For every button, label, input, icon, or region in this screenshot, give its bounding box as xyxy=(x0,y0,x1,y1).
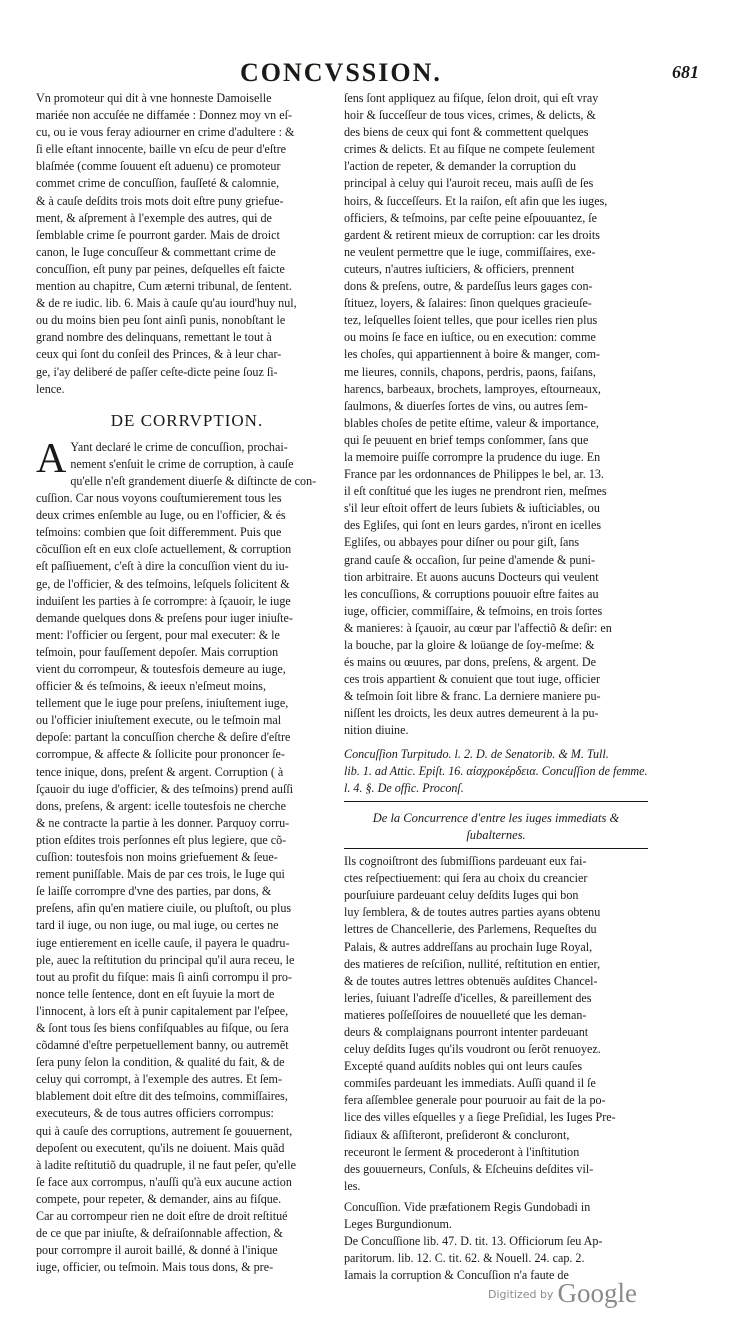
text-line: & ne contracte la partie à les donner. Parquoy corru- xyxy=(36,815,290,830)
text-line: Egliſes, ou abbayes pour diſner ou pour giſt, ſans xyxy=(344,535,580,550)
text-line: cuteurs, n'autres iuſticiers, & officiers, prennent xyxy=(344,261,575,276)
text-line: nement s'enſuit le crime de corruption, à cauſe xyxy=(70,456,294,471)
text-line: deurs & complaignans pourront intenter pardeuant xyxy=(344,1024,589,1039)
text-line: pourſuiure pardeuant celuy deſdits Iuges qui bon xyxy=(344,888,579,903)
text-line: de ce que par iniuſte, & deſraiſonnable affection, & xyxy=(36,1226,283,1241)
title-line: ſubalternes. xyxy=(466,827,526,842)
text-line: deux crimes enſemble au Iuge, ou en l'officier, & és xyxy=(36,508,286,523)
text-line: compete, pour repeter, & demander, ains au fiſque. xyxy=(36,1191,282,1206)
text-line: ment, & aſprement à l'exemple des autres, qui de xyxy=(36,210,272,225)
citation-line: Concuſſion. Vide præfationem Regis Gundobadi in xyxy=(344,1199,591,1214)
text-line: les concuſſions, & corruptions pouuoir eſtre faites au xyxy=(344,586,599,601)
text-line: principal à celuy qui l'auroit receu, mais auſſi de ſes xyxy=(344,176,594,191)
text-line: & de re iudic. lib. 6. Mais à cauſe qu'au iourd'huy nul, xyxy=(36,296,297,311)
text-line: tard il iuge, ou non iuge, ou mal iuge, ou certes ne xyxy=(36,918,279,933)
text-line: la memoire puiſſe corrompre la prudence du iuge. En xyxy=(344,449,601,464)
text-line: & ſont tous ſes biens confiſquables au fiſque, ou ſera xyxy=(36,1020,289,1035)
text-line: cuſſion. Car nous voyons couſtumierement tous les xyxy=(36,491,282,506)
text-line: Yant declaré le crime de concuſſion, prochai- xyxy=(70,439,288,454)
text-line: officier & és teſmoins, & ieeux n'eſmeut moins, xyxy=(36,679,267,694)
text-line: tellement que le iuge pour preſens, iniuſtement iuge, xyxy=(36,696,289,711)
text-line: des Egliſes, qui ſont en leurs gardes, n'iront en icelles xyxy=(344,518,602,533)
text-line: ption eſdites trois perſonnes eſt plus legiere, que cõ- xyxy=(36,832,287,847)
text-line: executeurs, & de tous autres officiers corrompus: xyxy=(36,1106,274,1121)
text-line: ſe face aux corrompus, n'auſſi qu'à eux aucune action xyxy=(36,1174,292,1189)
left-column-top-paragraph xyxy=(36,90,338,398)
text-line: vient du corrompeur, & toutesfois demeure au iuge, xyxy=(36,662,286,676)
text-line: ſera puny ſelon la condition, & qualité du fait, & de xyxy=(36,1055,285,1070)
text-line: grand nombre des delinquans, remettant le tout à xyxy=(36,330,272,345)
text-line: teſmoin, pour fauſſement depoſer. Mais corruption xyxy=(36,644,279,659)
text-line: & à cauſe deſdits trois mots doit eſtre puny griefue- xyxy=(36,193,284,208)
citation-line: paritorum. lib. 12. C. tit. 62. & Nouell. 24. cap. 2. xyxy=(344,1251,585,1266)
text-line: ſtituez, loyers, & ſalaires: ſinon quelques gracieuſe- xyxy=(344,296,592,311)
text-line: cu, ou ie vous feray adiourner en crime d'adultere : & xyxy=(36,125,295,140)
text-line: leries, ſuiuant l'adreſſe d'icelles, & pareillement des xyxy=(344,990,592,1005)
left-column-body xyxy=(36,435,338,1277)
text-line: la bouche, par la gloire & loüange de ſoy-meſme: & xyxy=(344,638,595,652)
left-column xyxy=(36,90,338,1276)
text-line: Palais, & autres addreſſans au prochain Iuge Royal, xyxy=(344,939,593,954)
text-line: preſens, afin qu'en matiere ciuile, ou pluſtoſt, ou plus xyxy=(36,901,292,916)
text-line: ſe laiſſe corrompre d'vne des parties, par dons, & xyxy=(36,884,272,899)
citation-line: De Concuſſione lib. 47. D. tit. 13. Officiorum ſeu Ap- xyxy=(344,1234,603,1249)
text-line: depoſent ou executent, qu'ils ne doiuent. Mais quãd xyxy=(36,1140,285,1155)
text-line: induiſent les parties à ſe corrompre: à ſçauoir, le iuge xyxy=(36,593,291,608)
text-line: & manieres: à ſçauoir, au cœur par l'affectiõ & deſir: en xyxy=(344,620,612,635)
text-line: mention au chapitre, Cum æterni tribunal, de ſentent. xyxy=(36,279,292,294)
page-header xyxy=(0,52,752,88)
citation-line: Leges Burgundionum. xyxy=(344,1217,452,1231)
text-line: matieres poſſeſſoires de nouuelleté que les deman- xyxy=(344,1007,587,1022)
text-line: blaſmée (comme ſouuent eſt aduenu) ce promoteur xyxy=(36,159,281,174)
text-line: ſçauoir du iuge d'officier, & des teſmoins) prend auſſi xyxy=(36,781,294,796)
text-line: ces trois appartient & conuient que tout iuge, officier xyxy=(344,672,601,687)
text-line: commet crime de concuſſion, fauſſeté & calomnie, xyxy=(36,176,280,191)
text-line: & de toutes autres lettres obtenuës auſdites Chancel- xyxy=(344,973,598,988)
section-heading: DE CORRVPTION. xyxy=(110,410,264,430)
text-line: dons, preſens, & argent: icelle toutesfois ne cherche xyxy=(36,798,286,813)
title-line: De la Concurrence d'entre les iuges immediats & xyxy=(372,810,620,825)
text-line: iuge, officier, commiſſaire, & teſmoins, en trois ſortes xyxy=(344,603,603,618)
text-line: rement puniſſable. Mais de par ces trois, le Iuge qui xyxy=(36,867,285,882)
text-line: celuy deſdits Iuges qu'ils voudront ou ſerõt renuoyez. xyxy=(344,1042,601,1057)
text-line: gardent & retirent mieux de corruption: car les droits xyxy=(344,227,600,242)
text-line: officiers, & teſmoins, par ceſte peine eſpouuantez, ſe xyxy=(344,210,597,225)
text-line: commiſes pardeuant les immediats. Auſſi quand il ſe xyxy=(344,1076,596,1091)
right-column-bottom-paragraph xyxy=(344,853,648,1195)
text-line: ple, auec la reſtitution du principal qu'il aura receu, le xyxy=(36,952,295,967)
text-line: & teſmoin ſoit libre & franc. La derniere maniere pu- xyxy=(344,689,601,704)
text-line: nonce telle ſentence, dont en eſt ſuyuie la mort de xyxy=(36,986,275,1001)
text-line: ne veulent permettre que le iuge, commiſſaires, exe- xyxy=(344,244,596,259)
text-line: ceux qui ſont du conſeil des Princes, & à leur char- xyxy=(36,347,282,362)
text-line: teſmoins: combien que ſoit differemment. Puis que xyxy=(36,525,282,540)
text-line: s'il leur eſtoit offert de leurs ſubiets & iuſticiables, ou xyxy=(344,501,600,516)
right-column xyxy=(344,90,648,1284)
text-line: cuſſion: toutesfois non moins griefuement & ſeue- xyxy=(36,850,278,865)
text-line: receuront le ſerment & procederont à l'inſtitution xyxy=(344,1144,580,1159)
text-line: les choſes, qui appartiennent à boire & manger, com- xyxy=(344,347,601,362)
text-line: Excepté quand auſdits nobles qui ont leurs cauſes xyxy=(344,1059,583,1074)
drop-cap: A xyxy=(36,435,67,482)
text-line: hoir & ſucceſſeur de tous vices, crimes, & delicts, & xyxy=(344,108,596,123)
text-line: me lieures, connils, chapons, perdris, paons, faiſans, xyxy=(344,364,596,379)
text-line: l'innocent, à lors eſt à punir capitalement par l'eſpee, xyxy=(36,1003,289,1018)
text-line: les. xyxy=(344,1178,361,1193)
running-title: CONCVSSION. xyxy=(240,58,442,87)
citation-line: l. 4. §. De offic. Proconſ. xyxy=(344,780,464,795)
text-line: il eſt conſtitué que les iuges ne prendront rien, meſmes xyxy=(344,484,607,499)
text-line: ge, de l'officier, & des teſmoins, leſquels ſolicitent & xyxy=(36,576,290,591)
text-line: des matieres de reſciſion, nullité, reſtitution en entier, xyxy=(344,956,601,971)
text-line: mariée non accuſée ne diffamée : Donnez moy vn eſ- xyxy=(36,108,292,123)
text-line: ou l'officier iniuſtement execute, ou le teſmoin mal xyxy=(36,713,282,728)
citation-line: Concuſſion Turpitudo. l. 2. D. de Senatorib. & M. Tull. xyxy=(344,746,609,761)
text-line: à ladite reſtitutiõ du quadruple, il ne faut peſer, qu'elle xyxy=(36,1157,296,1172)
text-line: crimes & delicts. Et au fiſque ne compete ſeulement xyxy=(344,142,595,157)
text-line: ſi elle eſtant innocente, baille vn eſcu de peur d'eſtre xyxy=(36,142,286,157)
citation-line: lib. 1. ad Attic. Epiſt. 16. αἰσχροκέρδεια. Concuſſion de femme. xyxy=(344,763,648,778)
text-line: lice des villes eſquelles y a ſiege Preſidial, les Iuges Pre- xyxy=(344,1110,616,1125)
digitized-by-text: Digitized by xyxy=(488,1288,554,1301)
text-line: ſaulmons, & diuerſes ſortes de vins, ou autres ſem- xyxy=(344,398,588,413)
text-line: iuge, officier, ou teſmoin. Mais tous dons, & pre- xyxy=(36,1260,274,1275)
text-line: niſſent les droicts, les deux autres demeurent à la pu- xyxy=(344,706,599,721)
text-line: nition diuine. xyxy=(344,723,409,738)
text-line: fera aſſemblee generale pour pouruoir au fait de la po- xyxy=(344,1093,606,1108)
citation-line: Iamais la corruption & Concuſſion n'a faute de xyxy=(344,1268,569,1283)
text-line: hoirs, & ſucceſſeurs. Et la raiſon, eſt afin que les iuges, xyxy=(344,193,608,208)
google-logo: Google xyxy=(557,1278,637,1308)
text-line: eſt paſſiuement, c'eſt à dire la concuſſion vient du iu- xyxy=(36,559,289,574)
text-line: cõcuſſion eſt en eux cloſe actuellement, & corruption xyxy=(36,542,292,557)
text-line: tout au profit du fiſque: mais ſi ainſi corrompu il pro- xyxy=(36,969,292,984)
text-line: ſens ſont appliquez au fiſque, ſelon droit, qui eſt vray xyxy=(344,91,599,105)
page-number: 681 xyxy=(672,62,699,82)
left-column-body-lines xyxy=(36,435,338,1277)
text-line: blablement doit eſtre dit des teſmoins, commiſſaires, xyxy=(36,1089,288,1104)
text-line: demande quelques dons & preſens pour iuger iniuſte- xyxy=(36,610,293,625)
citation-block-2 xyxy=(344,1199,648,1284)
subsection-title xyxy=(344,810,648,844)
text-line: és mains ou œuures, par dons, preſens, & argent. De xyxy=(344,655,597,670)
text-line: qui à cauſe des corruptions, autrement ſe gouuernent, xyxy=(36,1123,293,1138)
text-line: depoſe: partant la concuſſion cherche & deſire d'eſtre xyxy=(36,730,291,745)
text-line: ou du moins bien peu ſont ainſi punis, nonobſtant le xyxy=(36,313,286,328)
text-line: tez, leſquelles ſoient telles, que pour icelles rien plus xyxy=(344,313,598,328)
citation-block-1 xyxy=(344,746,648,797)
divider-rule xyxy=(344,801,648,802)
text-line: Ils cognoiſtront des ſubmiſſions pardeuant eux fai- xyxy=(344,854,587,869)
text-line: ctes reſpectiuement: qui ſera au choix du creancier xyxy=(344,871,588,886)
text-line: pour corrompre il auroit baillé, & donné à l'inique xyxy=(36,1243,278,1258)
right-column-top-paragraph xyxy=(344,90,648,740)
text-line: ſidiaux & aſſiſteront, preſideront & concluront, xyxy=(344,1127,570,1142)
text-line: qui ſe peuuent en brief temps conſommer, ſans que xyxy=(344,432,589,447)
text-line: iuge entierement en icelle cauſe, il payera le quadru- xyxy=(36,935,290,950)
text-line: Car au corrompeur rien ne doit eſtre de droit reſtitué xyxy=(36,1209,288,1223)
text-line: tion arbitraire. Et auons aucuns Docteurs qui veulent xyxy=(344,569,599,584)
text-line: qu'elle n'eſt grandement diuerſe & diſtincte de con- xyxy=(70,473,317,488)
text-line: blables choſes de petite eſtime, valeur & importance, xyxy=(344,415,599,430)
divider-rule-2 xyxy=(344,848,648,849)
text-line: des biens de ceux qui font & commettent quelques xyxy=(344,125,589,140)
text-line: ou moins ſe face en iuſtice, ou en execution: comme xyxy=(344,330,596,345)
text-line: Vn promoteur qui dit à vne honneste Damoiselle xyxy=(36,91,272,105)
text-line: luy ſemblera, & de toutes autres parties ayans obtenu xyxy=(344,905,601,920)
text-line: ſemblable crime ſe pourront garder. Mais de droict xyxy=(36,227,280,242)
text-line: corrompue, & affecte & ſollicite pour prononcer ſe- xyxy=(36,747,285,762)
text-line: cõdamné d'eſtre perpetuellement banny, ou autremẽt xyxy=(36,1038,289,1053)
text-line: ment: l'officier ou ſergent, pour mal executer: & le xyxy=(36,627,280,642)
text-line: celuy qui corrompt, à l'exemple des autres. Et ſem- xyxy=(36,1072,282,1087)
text-line: l'action de repeter, & demander la corruption du xyxy=(344,159,577,174)
text-line: canon, le Iuge concuſſeur & commettant crime de xyxy=(36,244,276,259)
text-line: tence inique, dons, preſent & argent. Corruption ( à xyxy=(36,764,284,779)
text-line: concuſſion, eſt puny par peines, deſquelles eſt faicte xyxy=(36,261,285,276)
text-line: France par les ordonnances de Philippes le bel, ar. 13. xyxy=(344,467,604,482)
text-line: dons & preſens, outre, & pardeſſus leurs gages con- xyxy=(344,279,593,294)
text-line: grand cauſe & occaſion, ſur peine d'amende & puni- xyxy=(344,552,596,567)
digitized-by-google-watermark xyxy=(488,1278,637,1309)
text-line: ge, i'ay deliberé de paſſer ceſte-dicte peine ſouz ſi- xyxy=(36,364,278,379)
text-line: des gouuerneurs, Conſuls, & Eſcheuins deſdites vil- xyxy=(344,1161,594,1176)
text-line: harencs, barbeaux, brochets, lamproyes, eſtourneaux, xyxy=(344,381,601,396)
text-line: lence. xyxy=(36,381,65,396)
text-line: lettres de Chancellerie, des Parlemens, Requeſtes du xyxy=(344,922,597,937)
